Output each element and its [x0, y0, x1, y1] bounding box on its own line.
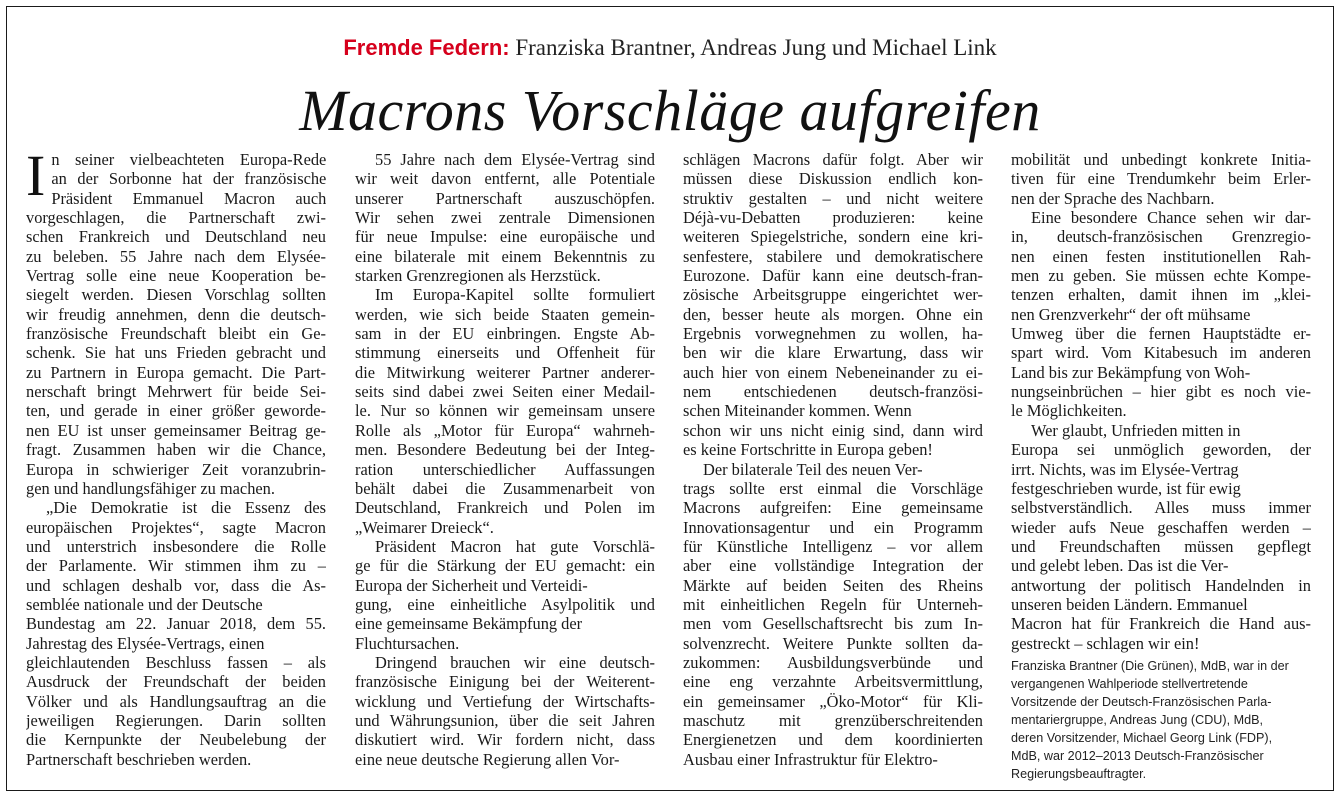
bio-line: Vorsitzende der Deutsch-Französischen Parla- [1011, 694, 1272, 709]
text-line: struktiv gestalten – und nicht weitere [683, 188, 983, 208]
text-line: Präsident Macron hat gute Vorschlä- [375, 536, 655, 556]
text-line: Bundestag am 22. Januar 2018, dem 55. [26, 614, 326, 634]
text-line: tenzen erhalten, damit ihnen im „klei- [1011, 285, 1311, 305]
text-line: gen und handlungsfähiger zu machen. [26, 478, 275, 498]
text-line: trags sollte erst einmal die Vorschläge [683, 478, 983, 498]
text-line: Partnerschaft beschrieben werden. [26, 749, 252, 769]
text-line: siegelt werden. Diesen Vorschlag sollten [26, 285, 326, 305]
text-line: tiven für eine Trendumkehr beim Erler- [1011, 169, 1311, 189]
text-line: eine gemeinsame Bekämpfung der [355, 614, 583, 634]
article-column-2 [355, 150, 655, 769]
text-line: Jahrestag des Elysée-Vertrags, einen [26, 633, 265, 653]
text-line: vorgeschlagen, die Partnerschaft zwi- [26, 208, 326, 228]
text-line: ten, und gerade in einer größer geworde- [26, 401, 326, 421]
text-line: selbstverständlich. Alles muss immer [1011, 498, 1311, 518]
text-line: ration unterschiedlicher Auffassungen [355, 459, 655, 479]
text-line: schen Miteinander kommen. Wenn [683, 401, 912, 421]
kicker [7, 35, 1333, 61]
text-line: Im Europa-Kapitel sollte formuliert [375, 285, 655, 305]
text-line: Ergebnis vorwegnehmen zu wollen, ha- [683, 324, 983, 344]
paragraph [26, 143, 326, 498]
drop-cap: I [26, 143, 46, 208]
text-line: Eurozone. Dafür kann eine deutsch-fran- [683, 266, 983, 286]
text-line: auch hier von einem Nebeneinander zu ei- [683, 362, 983, 382]
text-line: Rolle als „Motor für Europa“ wahrneh- [355, 420, 655, 440]
text-line: „Die Demokratie ist die Essenz des [46, 498, 326, 518]
text-line: Europa in schwieriger Zeit voranzubrin- [26, 459, 326, 479]
text-line: und Währungsunion, über die seit Jahren [355, 710, 655, 730]
text-line: Deutschland, Frankreich und Polen im [355, 498, 655, 518]
text-line: zu Partnern in Europa gemacht. Die Part- [26, 362, 326, 382]
text-line: irrt. Nichts, was im Elysée-Vertrag [1011, 459, 1239, 479]
text-line: zu beleben. 55 Jahre nach dem Elysée- [26, 246, 326, 266]
kicker-authors: Franziska Brantner, Andreas Jung und Michael Link [515, 35, 997, 60]
text-line: es keine Fortschritte in Europa geben! [683, 440, 933, 460]
text-line: seits sind dabei zwei Seiten einer Medail- [355, 382, 655, 402]
text-line: Macrons aufgreifen: Eine gemeinsame [683, 498, 983, 518]
paragraph [683, 150, 983, 460]
text-line: Energienetzen und dem koordinierten [683, 730, 983, 750]
text-line: und Freundschaften müssen gepflegt [1011, 536, 1311, 556]
text-line: Eine besondere Chance sehen wir dar- [1031, 208, 1311, 228]
paragraph [355, 150, 655, 285]
text-line: weiteren Spiegelstriche, sondern eine kri- [683, 227, 983, 247]
text-line: unserer Partnerschaft auszuschöpfen. [355, 188, 655, 208]
text-line: le. Nur so können wir gemeinsam unsere [355, 401, 655, 421]
text-line: der Parlamente. Wir stimmen ihm zu – [26, 556, 326, 576]
text-line: für neue Impulse: eine europäische und [355, 227, 655, 247]
text-line: ge für die Stärkung der EU gemacht: ein [355, 556, 655, 576]
text-line: fragt. Zusammen haben wir die Chance, [26, 440, 326, 460]
text-line: Völker und als Handlungsauftrag an die [26, 691, 326, 711]
text-line: und schlagen deshalb vor, dass die As- [26, 575, 326, 595]
bio-line: MdB, war 2012–2013 Deutsch-Französischer [1011, 748, 1264, 763]
text-line: Innovationsagentur und ein Programm [683, 517, 983, 537]
text-line: die Kernpunkte der Neubelebung der [26, 730, 326, 750]
bio-line: Franziska Brantner (Die Grünen), MdB, war in der [1011, 658, 1289, 673]
text-line: nen der Sprache des Nachbarn. [1011, 188, 1215, 208]
kicker-label: Fremde Federn: [343, 35, 510, 60]
text-line: wir freudig annehmen, denn die deutsch- [26, 304, 326, 324]
bio-line: vergangenen Wahlperiode stellvertretende [1011, 676, 1248, 691]
text-line: 55 Jahre nach dem Elysée-Vertrag sind [375, 150, 655, 169]
paragraph [26, 498, 326, 769]
text-line: und gelebt leben. Das ist die Ver- [1011, 556, 1229, 576]
text-line: zösische Arbeitsgruppe eingerichtet wer- [683, 285, 983, 305]
text-line: schon wir uns nicht einig sind, dann wird [683, 420, 983, 440]
text-line: französische Einigung bei der Weiterent- [355, 672, 655, 692]
text-line: Märkte auf beiden Seiten des Rheins [683, 575, 983, 595]
text-line: Dringend brauchen wir eine deutsch- [375, 652, 655, 672]
paragraph [1011, 150, 1311, 208]
text-line: eine eng verzahnte Arbeitsvermittlung, [683, 672, 983, 692]
text-line: europäischen Projektes“, sagte Macron [26, 517, 326, 537]
text-line: nen einen festen institutionellen Rah- [1011, 246, 1311, 266]
text-line: zukommen: Ausbildungsverbünde und [683, 652, 983, 672]
text-line: den, besser heute als morgen. Ohne ein [683, 304, 983, 324]
text-line: nem entschiedenen deutsch-französi- [683, 382, 983, 402]
bio-line: mentariergruppe, Andreas Jung (CDU), MdB, [1011, 712, 1263, 727]
text-line: Wer glaubt, Unfrieden mitten in [1031, 420, 1241, 440]
text-line: senfestere, stabilere und demokratischere [683, 246, 983, 266]
text-line: sam in der EU einbringen. Engste Ab- [355, 324, 655, 344]
text-line: behält dabei die Zusammenarbeit von [355, 478, 655, 498]
headline: Macrons Vorschläge aufgreifen [299, 78, 1041, 143]
text-line: aber eine vollständige Integration der [683, 556, 983, 576]
text-line: französische Freundschaft bleibt ein Ge- [26, 324, 326, 344]
text-line: nen EU ist unser gemeinsamer Beitrag ge- [26, 420, 326, 440]
text-line: starken Grenzregionen als Herzstück. [355, 266, 601, 286]
text-line: die Mitwirkung weiterer Partner anderer- [355, 362, 655, 382]
paragraph [355, 653, 655, 769]
paragraph [355, 537, 655, 653]
text-line: Präsident Emmanuel Macron auch [51, 188, 326, 208]
text-line: ben wir die klare Erwartung, dass wir [683, 343, 983, 363]
paragraph [1011, 421, 1311, 653]
text-line: „Weimarer Dreieck“. [355, 517, 494, 537]
text-line: Ausdruck der Freundschaft der beiden [26, 672, 326, 692]
bio-line: deren Vorsitzender, Michael Georg Link (FDP), [1011, 730, 1273, 745]
text-line: jeweiligen Regierungen. Darin sollten [26, 710, 326, 730]
text-line: stimmung einerseits und Offenheit für [355, 343, 655, 363]
text-line: men zu geben. Sie müssen echte Kompe- [1011, 266, 1311, 286]
text-line: maschutz mit grenzüberschreitenden [683, 710, 983, 730]
text-line: nungseinbrüchen – hier gibt es noch vie- [1011, 382, 1311, 402]
text-line: gestreckt – schlagen wir ein! [1011, 633, 1200, 653]
text-line: solvenzrecht. Weitere Punkte sollten da- [683, 633, 983, 653]
text-line: Ausbau einer Infrastruktur für Elektro- [683, 749, 938, 769]
text-line: unseren beiden Ländern. Emmanuel [1011, 594, 1248, 614]
text-line: Vertrag solle eine neue Kooperation be- [26, 266, 326, 286]
text-line: festgeschrieben wurde, ist für ewig [1011, 478, 1241, 498]
text-line: wir weit davon entfernt, alle Potentiale [355, 169, 655, 189]
text-line: werden, wie sich beide Staaten gemein- [355, 304, 655, 324]
text-line: Wir sehen zwei zentrale Dimensionen [355, 208, 655, 228]
text-line: Europa sei unmöglich geworden, der [1011, 440, 1311, 460]
author-bio [1011, 657, 1311, 783]
text-line: Umweg über die fernen Hauptstädte er- [1011, 324, 1311, 344]
text-line: n seiner vielbeachteten Europa-Rede [51, 150, 326, 169]
text-line: eine bilaterale mit einem Bekenntnis zu [355, 246, 655, 266]
text-line: ein gemeinsamer „Öko-Motor“ für Kli- [683, 691, 983, 711]
paragraph [683, 460, 983, 770]
text-line: Europa der Sicherheit und Verteidi- [355, 575, 588, 595]
text-line: schlägen Macrons dafür folgt. Aber wir [683, 150, 983, 169]
text-line: Déjà-vu-Debatten produzieren: keine [683, 208, 983, 228]
article-column-4 [1011, 150, 1311, 783]
text-line: men. Besondere Bedeutung bei der Integ- [355, 440, 655, 460]
text-line: Der bilaterale Teil des neuen Ver- [703, 459, 923, 479]
bio-line: Regierungsbeauftragter. [1011, 766, 1147, 781]
text-line: spart wird. Vom Kitabesuch im anderen [1011, 343, 1311, 363]
text-line: an der Sorbonne hat der französische [51, 169, 326, 189]
text-line: und unterstrich insbesondere die Rolle [26, 536, 326, 556]
text-line: schen Frankreich und Deutschland neu [26, 227, 326, 247]
text-line: Land bis zur Bekämpfung von Woh- [1011, 362, 1251, 382]
text-line: mobilität und unbedingt konkrete Initia- [1011, 150, 1311, 169]
article-column-3 [683, 150, 983, 769]
text-line: wicklung und Vertiefung der Wirtschafts- [355, 691, 655, 711]
text-line: men vom Gesellschaftsrecht bis zum In- [683, 614, 983, 634]
text-line: wieder aufs Neue geschaffen werden – [1011, 517, 1311, 537]
text-line: mit einheitlichen Regeln für Unterneh- [683, 594, 983, 614]
text-line: gung, eine einheitliche Asylpolitik und [355, 594, 655, 614]
text-line: nen Grenzverkehr“ der oft mühsame [1011, 304, 1251, 324]
text-line: schenk. Sie hat uns Frieden gebracht und [26, 343, 326, 363]
paragraph [1011, 208, 1311, 421]
text-line: antwortung der politisch Handelnden in [1011, 575, 1311, 595]
text-line: eine neue deutsche Regierung allen Vor- [355, 749, 620, 769]
text-line: nerschaft bringt Mehrwert für beide Sei- [26, 382, 326, 402]
text-line: gleichlautenden Beschluss fassen – als [26, 652, 326, 672]
text-line: semblée nationale und der Deutsche [26, 594, 263, 614]
text-line: diskutiert wird. Wir fordern nicht, dass [355, 730, 655, 750]
text-line: müssen diese Diskussion endlich kon- [683, 169, 983, 189]
text-line: le Möglichkeiten. [1011, 401, 1127, 421]
paragraph [355, 285, 655, 536]
article-column-1 [26, 143, 326, 769]
text-line: Fluchtursachen. [355, 633, 460, 653]
text-line: in, deutsch-französischen Grenzregio- [1011, 227, 1311, 247]
text-line: für Künstliche Intelligenz – vor allem [683, 536, 983, 556]
text-line: Macron hat für Frankreich die Hand aus- [1011, 614, 1311, 634]
